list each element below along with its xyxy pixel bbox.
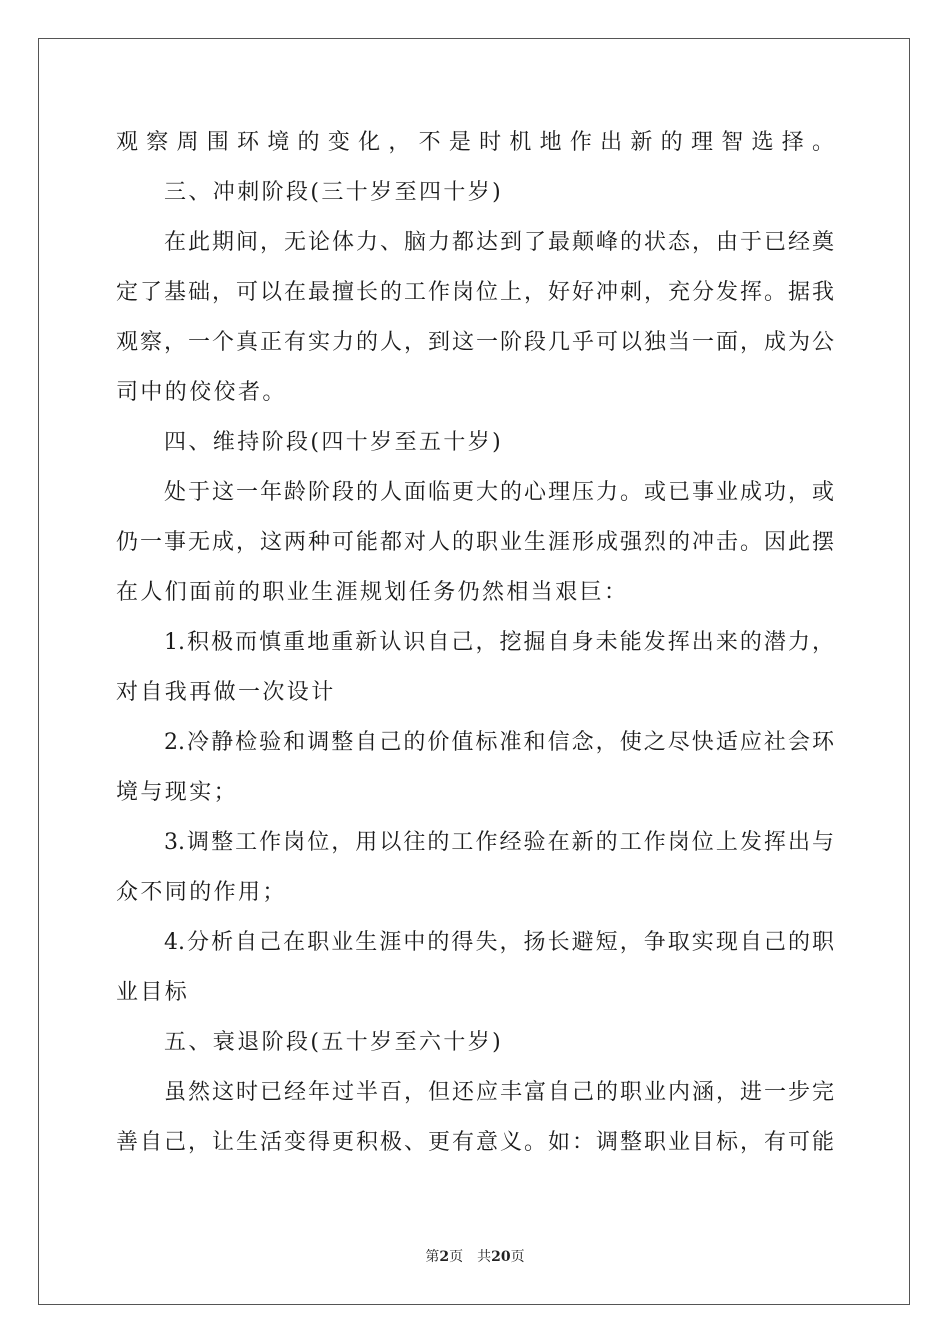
text-line: 虽然这时已经年过半百，但还应丰富自己的职业内涵，进一步完 <box>164 1080 834 1105</box>
text-line: 定了基础，可以在最擅长的工作岗位上，好好冲刺，充分发挥。据我 <box>116 280 834 305</box>
page-number: 2 <box>439 1249 450 1265</box>
list-item-line: 2.冷静检验和调整自己的价值标准和信念，使之尽快适应社会环 <box>164 730 834 755</box>
page-suffix: 页 <box>449 1249 464 1265</box>
text-line: 处于这一年龄阶段的人面临更大的心理压力。或已事业成功，或 <box>164 480 834 505</box>
page-prefix: 第 <box>425 1249 440 1265</box>
total-pages: 20 <box>491 1249 511 1265</box>
text-line: 仍一事无成，这两种可能都对人的职业生涯形成强烈的冲击。因此摆 <box>116 530 834 555</box>
list-item-line: 3.调整工作岗位，用以往的工作经验在新的工作岗位上发挥出与 <box>164 830 834 855</box>
text-line: 众不同的作用； <box>116 880 287 905</box>
total-suffix: 页 <box>510 1249 525 1265</box>
page-footer <box>0 1247 950 1267</box>
text-line: 善自己，让生活变得更积极、更有意义。如：调整职业目标，有可能 <box>116 1130 834 1155</box>
section-heading: 五、衰退阶段(五十岁至六十岁) <box>164 1030 504 1055</box>
text-line: 境与现实； <box>116 780 239 805</box>
section-heading: 四、维持阶段(四十岁至五十岁) <box>164 430 504 455</box>
list-item-line: 1.积极而慎重地重新认识自己，挖掘自身未能发挥出来的潜力， <box>164 630 834 655</box>
text-line: 在人们面前的职业生涯规划任务仍然相当艰巨： <box>116 580 629 605</box>
text-line: 观察周围环境的变化，不是时机地作出新的理智选择。 <box>116 130 834 155</box>
section-heading: 三、冲刺阶段(三十岁至四十岁) <box>164 180 504 205</box>
text-line: 对自我再做一次设计 <box>116 680 336 705</box>
text-line: 在此期间，无论体力、脑力都达到了最颠峰的状态，由于已经奠 <box>164 230 834 255</box>
list-item-line: 4.分析自己在职业生涯中的得失，扬长避短，争取实现自己的职 <box>164 930 834 955</box>
text-line: 司中的佼佼者。 <box>116 380 287 405</box>
text-line: 业目标 <box>116 980 190 1005</box>
text-line: 观察，一个真正有实力的人，到这一阶段几乎可以独当一面，成为公 <box>116 330 834 355</box>
total-prefix: 共 <box>477 1249 492 1265</box>
